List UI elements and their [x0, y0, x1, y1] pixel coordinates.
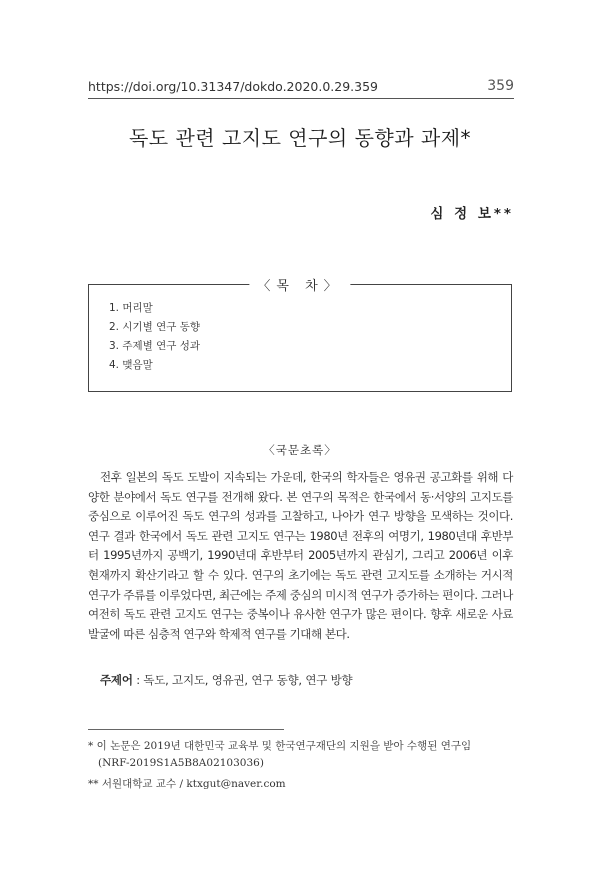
footnote-funding-line2: (NRF-2019S1A5B8A02103036)	[98, 757, 264, 769]
page-number: 359	[487, 78, 514, 94]
toc-item: 4. 맺음말	[109, 359, 153, 371]
abstract-body: 전후 일본의 독도 도발이 지속되는 가운데, 한국의 학자들은 영유권 공고화를 위해 다양한 분야에서 독도 연구를 전개해 왔다. 본 연구의 목적은 한국에서 동·서양의 고지도를 중심으로 이루어진 독도 연구의 성과를 고찰하고, 나아가 연구 방향을 모색하는 것이다. 연구 결과 한국에서 독도 관련 고지도 연구는 1980년 전후의 여명기, 1980년대 후반부터 1995년까지 공백기, 1990년대 후반부터 2005년까지 관심기, 그리고 2006년 이후 현재까지 확산기라고 할 수 있다. 연구의 초기에는 독도 관련 고지도를 소개하는 거시적 연구가 주류를 이루었다면, 최근에는 주제 중심의 미시적 연구가 증가하는 편이다. 그러나 여전히 독도 관련 고지도 연구는 중복이나 유사한 연구가 많은 편이다. 향후 새로운 사료 발굴에 따른 심층적 연구와 학제적 연구를 기대해 본다.	[88, 470, 513, 641]
keywords-text: 독도, 고지도, 영유권, 연구 동향, 연구 방향	[143, 673, 353, 687]
paper-title: 독도 관련 고지도 연구의 동향과 과제*	[128, 126, 472, 150]
footnote-funding	[88, 738, 518, 772]
footnote-funding-line1: * 이 논문은 2019년 대한민국 교육부 및 한국연구재단의 지원을 받아 수행된 연구임	[88, 740, 472, 752]
footnote-rule	[88, 729, 284, 730]
author-name: 심 정 보**	[430, 206, 514, 222]
keywords-label: 주제어	[100, 673, 133, 687]
abstract-heading: 〈국문초록〉	[263, 443, 337, 457]
footnote-author-affiliation: ** 서원대학교 교수 / ktxgut@naver.com	[88, 778, 286, 790]
toc-heading: 〈목 차〉	[249, 275, 350, 294]
toc-item: 3. 주제별 연구 성과	[109, 340, 201, 352]
footnotes	[88, 738, 518, 793]
running-header	[88, 78, 514, 94]
keywords-separator: :	[132, 673, 144, 687]
keywords	[100, 672, 352, 688]
doi-link[interactable]: https://doi.org/10.31347/dokdo.2020.0.29.359	[88, 79, 379, 94]
toc-item: 2. 시기별 연구 동향	[109, 321, 201, 333]
table-of-contents	[88, 279, 512, 392]
toc-list	[109, 299, 200, 375]
toc-item: 1. 머리말	[109, 302, 153, 314]
header-rule	[88, 98, 514, 99]
